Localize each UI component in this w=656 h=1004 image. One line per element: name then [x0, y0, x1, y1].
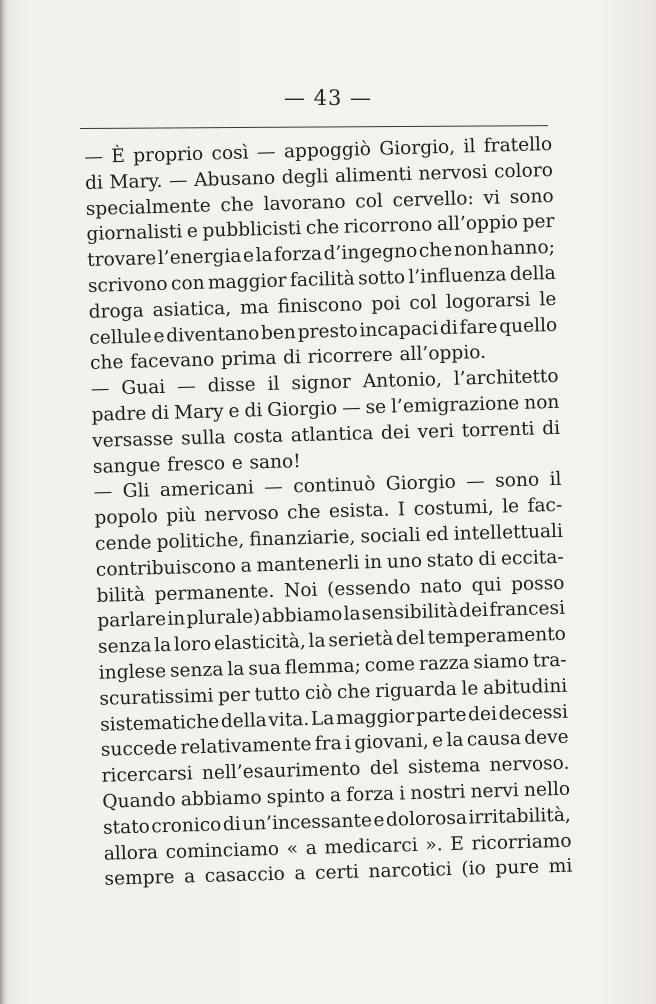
- text-line: di Mary. — Abusano degli alimenti nervosi coloro: [84, 159, 554, 194]
- text-line: senza la loro elasticità, la serietà del temperamento: [97, 623, 567, 658]
- page-binding-edge: [0, 0, 8, 1004]
- text-line: bilità permanente. Noi (essendo nato qui posso: [96, 572, 565, 607]
- text-line: padre di Mary e di Giorgio — se l’emigrazione non: [91, 391, 560, 426]
- page-number: — 43 —: [283, 86, 373, 110]
- text-line: Quando abbiamo spinto a forza i nostri nervi nello: [102, 778, 571, 813]
- text-line: inglese senza la sua flemma; come razza siamo tra-: [98, 649, 567, 684]
- text-line: stato cronico di un’incessante e dolorosa irritabilità,: [102, 804, 572, 839]
- body-text: [84, 132, 573, 893]
- text-line: scuratissimi per tutto ciò che riguarda le abitudini: [99, 675, 568, 710]
- text-line: scrivono con maggior facilità sotto l’influenza della: [87, 262, 556, 297]
- text-line: cende politiche, finanziarie, sociali ed intellettuali: [94, 520, 564, 555]
- text-line: trovare l’energia e la forza d’ingegno che non hanno;: [86, 237, 556, 272]
- text-line: — Gli americani — continuò Giorgio — sono il: [93, 469, 562, 504]
- text-line: cellule e diventano ben presto incapaci di fare quello: [89, 314, 558, 349]
- text-line: popolo più nervoso che esista. I costumi, le fac-: [94, 494, 563, 530]
- text-line: succede relativamente fra i giovani, e la causa deve: [100, 727, 569, 762]
- text-line: sangue fresco e sano!: [92, 450, 301, 478]
- text-line: droga asiatica, ma finiscono poi col logorarsi le: [88, 288, 557, 323]
- header-rule: [80, 125, 548, 129]
- text-line: specialmente che lavorano col cervello: vi sono: [85, 185, 554, 220]
- text-line: — È proprio così — appoggiò Giorgio, il fratello: [84, 133, 553, 168]
- text-line: sistematiche della vita. La maggior parte dei decessi: [99, 701, 569, 736]
- text-line: contribuiscono a mantenerli in uno stato di eccita-: [95, 546, 564, 581]
- text-line: che facevano prima di ricorrere all’oppio.: [89, 342, 487, 375]
- text-line: — Guai — disse il signor Antonio, l’architetto: [90, 366, 559, 401]
- text-line: giornalisti e pubblicisti che ricorrono all’oppio per: [86, 211, 555, 246]
- text-line: versasse sulla costa atlantica dei veri torrenti di: [91, 417, 561, 452]
- text-line: ricercarsi nell’esaurimento del sistema nervoso.: [101, 752, 570, 787]
- text-line: allora cominciamo « a medicarci ». E ricorriamo: [103, 830, 572, 865]
- text-line: sempre a casaccio a certi narcotici (io pure mi: [104, 855, 573, 891]
- text-line: parlare in plurale) abbiamo la sensibilità dei francesi: [97, 598, 566, 633]
